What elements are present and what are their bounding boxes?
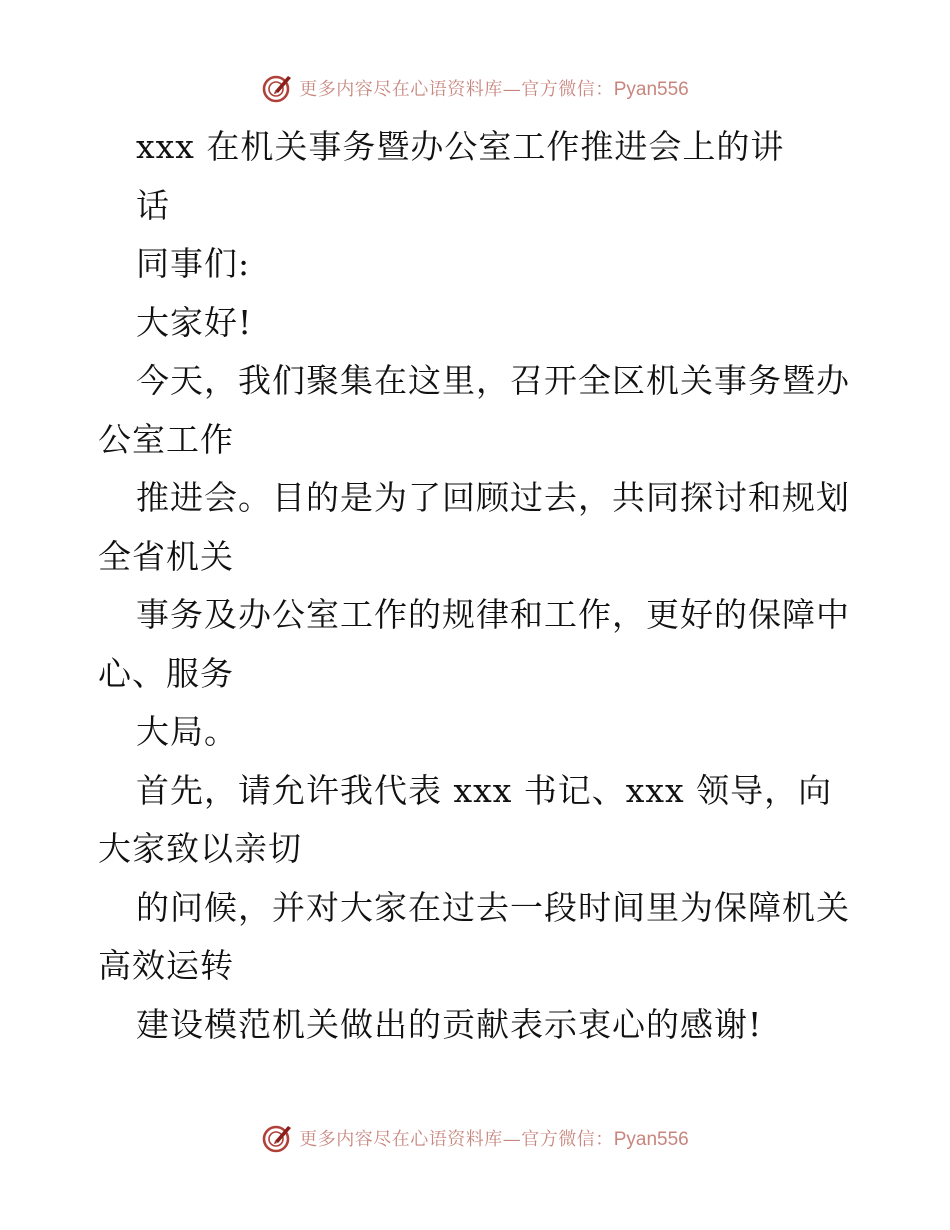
text-line: 事务及办公室工作的规律和工作，更好的保障中 xyxy=(136,595,850,634)
text-line: 的问候，并对大家在过去一段时间里为保障机关 xyxy=(136,887,850,927)
text-line: 大局。 xyxy=(136,712,238,751)
text-line: 大家好! xyxy=(136,302,253,342)
text-line: 大家致以亲切 xyxy=(98,829,302,868)
text-line: 建设模范机关做出的贡献表示衷心的感谢! xyxy=(136,1004,763,1044)
text-line: 话 xyxy=(136,185,170,225)
text-line: 心、服务 xyxy=(98,653,234,693)
text-line: xxx 在机关事务暨办公室工作推进会上的讲 xyxy=(136,127,785,166)
text-line: 首先，请允许我代表 xxx 书记、xxx 领导，向 xyxy=(136,770,833,810)
header-banner xyxy=(0,72,950,104)
pen-logo-icon xyxy=(261,1122,293,1154)
banner-text: 更多内容尽在心语资料库—官方微信：Pyan556 xyxy=(299,79,689,100)
wechat-id: Pyan556 xyxy=(613,1129,689,1150)
text-line: 公室工作 xyxy=(98,419,234,459)
document-body xyxy=(98,118,858,1054)
text-line: 同事们: xyxy=(136,244,251,283)
footer-banner xyxy=(0,1122,950,1154)
banner-text: 更多内容尽在心语资料库—官方微信：Pyan556 xyxy=(299,1129,689,1150)
text-line: 今天，我们聚集在这里，召开全区机关事务暨办 xyxy=(136,361,850,400)
wechat-id: Pyan556 xyxy=(613,79,689,100)
text-line: 推进会。目的是为了回顾过去，共同探讨和规划 xyxy=(136,478,850,517)
pen-logo-icon xyxy=(261,72,293,104)
text-line: 全省机关 xyxy=(98,536,234,576)
text-line: 高效运转 xyxy=(98,946,234,985)
